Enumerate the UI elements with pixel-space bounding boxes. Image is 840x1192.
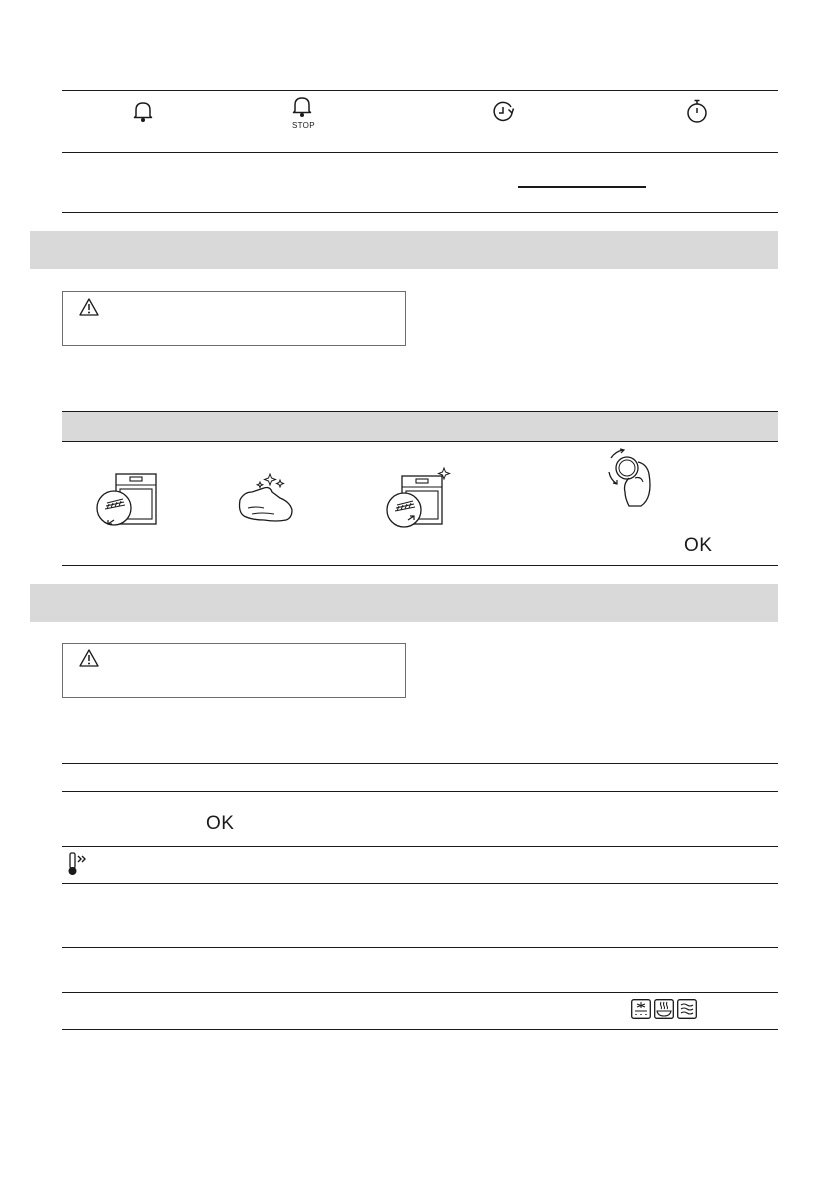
- bell-icon: [133, 101, 153, 128]
- steps-table-header: [62, 411, 778, 441]
- warning-triangle-icon: [79, 649, 99, 672]
- stop-label: STOP: [292, 121, 315, 130]
- oven-insert-shelf-icon: [378, 466, 458, 535]
- timer-table-rule: [62, 152, 778, 153]
- steps-table-bottom-rule: [62, 565, 778, 566]
- moist-heat-icon: [677, 999, 697, 1024]
- cleaning-cloth-icon: [230, 470, 300, 533]
- timer-table-top-rule: [62, 90, 778, 91]
- timer-table-bottom-rule: [62, 212, 778, 213]
- procedure-table-rule: [62, 846, 778, 847]
- bell-stop-icon: [292, 96, 312, 123]
- stopwatch-icon: [686, 98, 708, 129]
- section-heading-band: [30, 584, 778, 622]
- procedure-table-rule: [62, 883, 778, 884]
- oven-remove-shelf-icon: [92, 468, 164, 535]
- steam-tray-icon: [654, 999, 674, 1024]
- procedure-table-rule: [62, 791, 778, 792]
- clock-end-icon: [491, 100, 515, 129]
- section-heading-band: [30, 231, 778, 269]
- core-temperature-icon: [65, 851, 93, 882]
- procedure-table-bottom-rule: [62, 1029, 778, 1030]
- steps-table-top-rule: [62, 411, 778, 412]
- procedure-table-rule: [62, 992, 778, 993]
- ok-label: OK: [684, 535, 713, 556]
- steam-function-icon: [631, 999, 651, 1024]
- warning-triangle-icon: [79, 298, 99, 321]
- value-underline: [518, 186, 646, 188]
- procedure-table-rule: [62, 763, 778, 764]
- steps-table-header-rule: [62, 441, 778, 442]
- warning-box: [62, 643, 406, 698]
- hand-turn-knob-icon: [605, 448, 661, 517]
- warning-box: [62, 291, 406, 346]
- ok-label: OK: [206, 813, 235, 834]
- procedure-table-rule: [62, 947, 778, 948]
